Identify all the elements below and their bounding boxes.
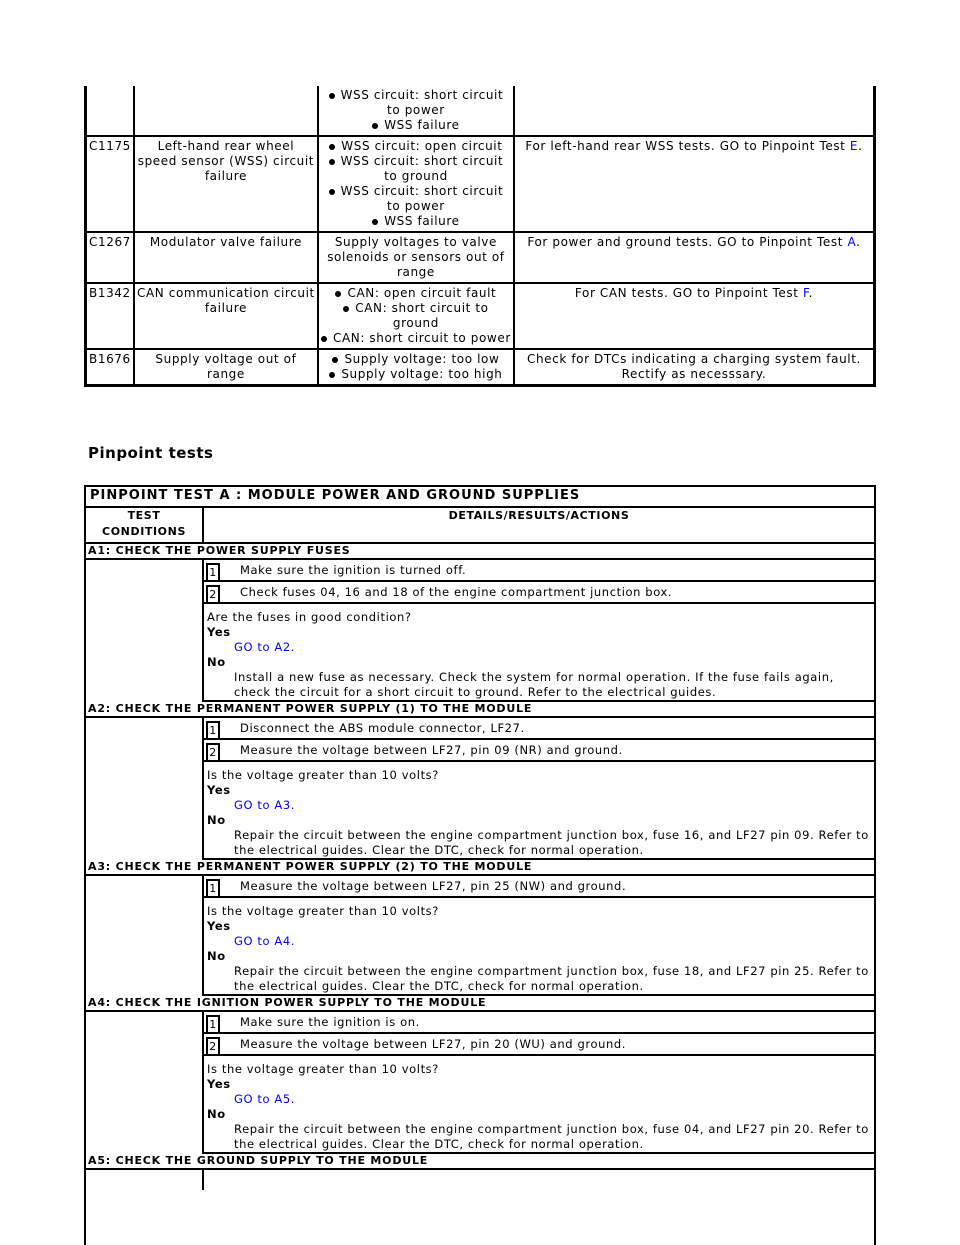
sub-step-text: Measure the voltage between LF27, pin 20 (WU) and ground. <box>240 1037 627 1051</box>
goto-link[interactable]: GO to A5. <box>234 1092 296 1106</box>
bullet-icon <box>343 306 349 312</box>
no-label: No <box>207 813 226 827</box>
dtc-action <box>514 86 875 136</box>
dtc-action: For power and ground tests. GO to Pinpoint Test A. <box>514 232 875 283</box>
sub-step-number: 1 <box>206 721 220 738</box>
dtc-row <box>86 283 875 349</box>
sub-step-number: 2 <box>206 1037 220 1054</box>
bullet-icon <box>329 372 335 378</box>
dtc-code: B1342 <box>86 283 134 349</box>
pinpoint-link[interactable]: E <box>849 139 859 153</box>
steps-container <box>86 544 874 1154</box>
dtc-code: C1267 <box>86 232 134 283</box>
cause-list <box>321 139 511 229</box>
details-cell <box>204 718 874 860</box>
no-label: No <box>207 949 226 963</box>
cause-item <box>321 331 511 346</box>
sub-step-number: 1 <box>206 563 220 580</box>
dtc-causes <box>318 283 514 349</box>
yes-label: Yes <box>207 1077 231 1091</box>
dtc-row <box>86 232 875 283</box>
pinpoint-header-row <box>86 508 874 544</box>
cause-text: CAN: short circuit to power <box>332 331 511 345</box>
bullet-icon <box>329 159 335 165</box>
action-text: For power and ground tests. GO to Pinpoint Test <box>527 235 848 249</box>
test-conditions-cell <box>86 1012 204 1154</box>
sub-step-text: Check fuses 04, 16 and 18 of the engine compartment junction box. <box>240 585 673 599</box>
col-test-conditions: TEST CONDITIONS <box>86 508 204 542</box>
dtc-table <box>84 86 876 387</box>
bullet-icon <box>329 93 335 99</box>
no-label: No <box>207 655 226 669</box>
sub-step <box>204 1037 874 1056</box>
pinpoint-title: PINPOINT TEST A : MODULE POWER AND GROUND SUPPLIES <box>86 487 874 508</box>
dtc-row <box>86 349 875 386</box>
cause-list <box>321 286 511 346</box>
pinpoint-test-table <box>84 485 876 1245</box>
no-action: Repair the circuit between the engine compartment junction box, fuse 04, and LF27 pin 20. Refer to the electrical guides. Clear the DTC, check for normal operation. <box>234 1122 869 1151</box>
sub-step-text: Measure the voltage between LF27, pin 25 (NW) and ground. <box>240 879 627 893</box>
bullet-icon <box>372 123 378 129</box>
dtc-code: B1676 <box>86 349 134 386</box>
no-label: No <box>207 1107 226 1121</box>
sub-step-number: 1 <box>206 879 220 896</box>
cause-item <box>321 139 511 154</box>
dtc-code <box>86 86 134 136</box>
goto-link[interactable]: GO to A3. <box>234 798 296 812</box>
cause-list <box>321 352 511 382</box>
dtc-causes <box>318 86 514 136</box>
cause-item <box>321 118 511 133</box>
pinpoint-link[interactable]: F <box>803 286 809 300</box>
details-cell <box>204 1012 874 1154</box>
sub-step-text: Make sure the ignition is turned off. <box>240 563 467 577</box>
yes-label: Yes <box>207 783 231 797</box>
sub-step-text: Measure the voltage between LF27, pin 09 (NR) and ground. <box>240 743 623 757</box>
sub-step-text: Disconnect the ABS module connector, LF27. <box>240 721 525 735</box>
bullet-icon <box>329 189 335 195</box>
step-head: A1: CHECK THE POWER SUPPLY FUSES <box>86 544 874 560</box>
dtc-causes <box>318 232 514 283</box>
step-head: A4: CHECK THE IGNITION POWER SUPPLY TO THE MODULE <box>86 996 874 1012</box>
dtc-row <box>86 136 875 232</box>
question-block <box>204 1059 874 1154</box>
details-cell <box>204 876 874 996</box>
yes-action <box>207 1092 871 1107</box>
sub-step-text: Make sure the ignition is on. <box>240 1015 420 1029</box>
step-head: A3: CHECK THE PERMANENT POWER SUPPLY (2) TO THE MODULE <box>86 860 874 876</box>
sub-step-number: 2 <box>206 585 220 602</box>
no-action: Repair the circuit between the engine compartment junction box, fuse 16, and LF27 pin 09. Refer to the electrical guides. Clear the DTC, check for normal operation. <box>234 828 869 857</box>
dtc-code: C1175 <box>86 136 134 232</box>
cause-text: Supply voltages to valve solenoids or sensors out of range <box>327 235 505 279</box>
pinpoint-link[interactable]: A <box>847 235 857 249</box>
sub-step <box>204 1015 874 1034</box>
sub-step <box>204 721 874 740</box>
cause-text: WSS failure <box>384 214 460 228</box>
step-body <box>86 1012 874 1154</box>
dtc-description: CAN communication circuit failure <box>134 283 318 349</box>
dtc-row <box>86 86 875 136</box>
cause-item <box>321 214 511 229</box>
cause-item <box>321 367 511 382</box>
cause-text: Supply voltage: too low <box>344 352 500 366</box>
sub-step <box>204 879 874 898</box>
test-conditions-cell <box>86 560 204 702</box>
cause-text: WSS circuit: short circuit to ground <box>340 154 504 183</box>
yes-label: Yes <box>207 919 231 933</box>
bullet-icon <box>329 144 335 150</box>
dtc-description: Supply voltage out of range <box>134 349 318 386</box>
no-action: Repair the circuit between the engine compartment junction box, fuse 18, and LF27 pin 25. Refer to the electrical guides. Clear the DTC, check for normal operation. <box>234 964 869 993</box>
dtc-description <box>134 86 318 136</box>
step-body <box>86 718 874 860</box>
yes-label: Yes <box>207 625 231 639</box>
no-action: Install a new fuse as necessary. Check the system for normal operation. If the fuse fails again, check the circuit for a short circuit to ground. Refer to the electrical guides. <box>234 670 834 699</box>
sub-step-number: 1 <box>206 1015 220 1032</box>
cause-item <box>321 352 511 367</box>
question-block <box>204 765 874 860</box>
goto-link[interactable]: GO to A2. <box>234 640 296 654</box>
cause-text: WSS circuit: short circuit to power <box>340 88 504 117</box>
sub-step-number: 2 <box>206 743 220 760</box>
cause-item <box>321 154 511 184</box>
goto-link[interactable]: GO to A4. <box>234 934 296 948</box>
question-text: Is the voltage greater than 10 volts? <box>207 904 439 918</box>
cause-list <box>321 88 511 133</box>
col-details: DETAILS/RESULTS/ACTIONS <box>448 509 630 522</box>
cause-text: WSS failure <box>384 118 460 132</box>
question-block <box>204 901 874 996</box>
bullet-icon <box>335 291 341 297</box>
cause-text: WSS circuit: short circuit to power <box>340 184 504 213</box>
dtc-action: For left-hand rear WSS tests. GO to Pinpoint Test E. <box>514 136 875 232</box>
question-text: Are the fuses in good condition? <box>207 610 412 624</box>
test-conditions-cell <box>86 718 204 860</box>
bullet-icon <box>332 357 338 363</box>
details-cell <box>204 560 874 702</box>
sub-step <box>204 585 874 604</box>
action-text: Check for DTCs indicating a charging system fault. Rectify as necesssary. <box>526 352 861 381</box>
yes-action <box>207 640 871 655</box>
cause-text: CAN: open circuit fault <box>347 286 497 300</box>
dtc-causes <box>318 349 514 386</box>
dtc-action: For CAN tests. GO to Pinpoint Test F. <box>514 283 875 349</box>
bullet-icon <box>321 336 327 342</box>
cause-item <box>321 286 511 301</box>
question-text: Is the voltage greater than 10 volts? <box>207 1062 439 1076</box>
section-title: Pinpoint tests <box>88 444 214 462</box>
cause-text: CAN: short circuit to ground <box>355 301 489 330</box>
step-body <box>86 876 874 996</box>
question-block <box>204 607 874 702</box>
cause-text: Supply voltage: too high <box>341 367 503 381</box>
bullet-icon <box>372 219 378 225</box>
cause-item <box>321 301 511 331</box>
yes-action <box>207 798 871 813</box>
cause-item <box>321 184 511 214</box>
cause-item <box>321 88 511 118</box>
dtc-description: Left-hand rear wheel speed sensor (WSS) circuit failure <box>134 136 318 232</box>
action-text: For CAN tests. GO to Pinpoint Test <box>574 286 803 300</box>
dtc-description: Modulator valve failure <box>134 232 318 283</box>
sub-step <box>204 563 874 582</box>
action-text: For left-hand rear WSS tests. GO to Pinpoint Test <box>525 139 850 153</box>
dtc-causes <box>318 136 514 232</box>
sub-step <box>204 743 874 762</box>
yes-action <box>207 934 871 949</box>
cause-text: WSS circuit: open circuit <box>341 139 503 153</box>
question-text: Is the voltage greater than 10 volts? <box>207 768 439 782</box>
step-head: A5: CHECK THE GROUND SUPPLY TO THE MODULE <box>86 1154 874 1170</box>
step-head: A2: CHECK THE PERMANENT POWER SUPPLY (1) TO THE MODULE <box>86 702 874 718</box>
test-conditions-cell <box>86 876 204 996</box>
step-body <box>86 1170 874 1190</box>
step-body <box>86 560 874 702</box>
dtc-action <box>514 349 875 386</box>
